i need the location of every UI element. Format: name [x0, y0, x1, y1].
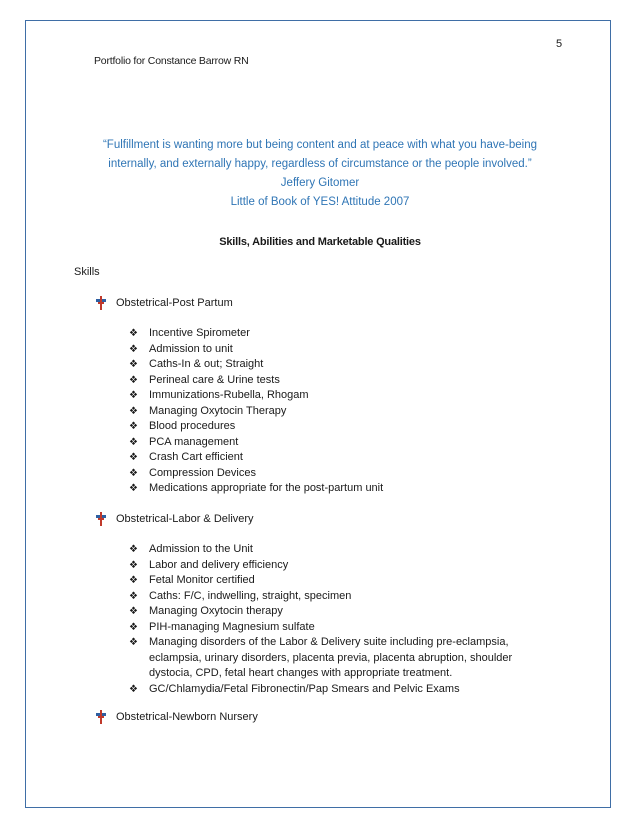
header-title: Portfolio for Constance Barrow RN: [94, 55, 249, 67]
diamond-bullet-icon: ❖: [129, 683, 138, 695]
diamond-bullet-icon: ❖: [129, 436, 138, 448]
diamond-bullet-icon: ❖: [129, 452, 138, 463]
pushpin-icon: [94, 710, 110, 724]
category-title: Obstetrical-Labor & Delivery: [116, 513, 254, 525]
category-title: Obstetrical-Post Partum: [116, 297, 233, 309]
list-item: ❖ Caths-In & out; Straight: [128, 357, 548, 373]
skills-label: Skills: [74, 266, 100, 278]
list-item: ❖ GC/Chlamydia/Fetal Fibronectin/Pap Smears and Pelvic Exams: [128, 682, 548, 698]
list-item: ❖ Managing Oxytocin Therapy: [128, 404, 548, 420]
diamond-bullet-icon: ❖: [129, 343, 138, 355]
diamond-bullet-icon: ❖: [129, 544, 138, 555]
section-heading: Skills, Abilities and Marketable Qualities: [219, 236, 421, 248]
diamond-bullet-icon: ❖: [129, 483, 138, 494]
list-item: ❖ PIH-managing Magnesium sulfate: [128, 620, 548, 636]
quote-author: Jeffery Gitomer: [280, 177, 360, 189]
list-item: ❖ Caths: F/C, indwelling, straight, specimen: [128, 589, 548, 605]
diamond-bullet-icon: ❖: [129, 390, 138, 401]
pushpin-icon: [94, 296, 110, 310]
post-partum-list: [128, 326, 548, 497]
quote-line-1: “Fulfillment is wanting more but being content and at peace with what you have-being: [102, 139, 538, 151]
list-item: ❖ Medications appropriate for the post-partum unit: [128, 481, 548, 497]
diamond-bullet-icon: ❖: [129, 637, 138, 648]
page-number: 5: [556, 38, 563, 50]
list-item: ❖ Incentive Spirometer: [128, 326, 548, 342]
list-item: ❖ Perineal care & Urine tests: [128, 373, 548, 389]
list-item: ❖ Fetal Monitor certified: [128, 573, 548, 589]
list-item: ❖ Crash Cart efficient: [128, 450, 548, 466]
list-item: ❖ Managing disorders of the Labor & Delivery suite including pre-eclampsia, eclampsia, urinary disorders, placenta previa, placenta abruption, shoulder dystocia, CPD, fetal heart changes with appropriate treatment.: [129, 636, 513, 679]
list-item: ❖ Labor and delivery efficiency: [128, 558, 548, 574]
diamond-bullet-icon: ❖: [129, 467, 138, 479]
diamond-bullet-icon: ❖: [129, 590, 138, 602]
category-post-partum: [94, 296, 233, 310]
labor-delivery-list: [128, 542, 548, 697]
diamond-bullet-icon: ❖: [129, 421, 138, 432]
diamond-bullet-icon: ❖: [129, 328, 138, 339]
quote-source: Little of Book of YES! Attitude 2007: [230, 196, 410, 208]
list-item: ❖ Managing Oxytocin therapy: [128, 604, 548, 620]
list-item: ❖ Compression Devices: [128, 466, 548, 482]
category-newborn-nursery: [94, 710, 258, 724]
list-item: ❖ Admission to unit: [128, 342, 548, 358]
category-labor-delivery: [94, 512, 254, 526]
diamond-bullet-icon: ❖: [129, 374, 138, 386]
list-item: ❖ Immunizations-Rubella, Rhogam: [128, 388, 548, 404]
diamond-bullet-icon: ❖: [129, 359, 138, 370]
list-item: ❖ Blood procedures: [128, 419, 548, 435]
list-item: ❖ Admission to the Unit: [128, 542, 548, 558]
list-item: ❖ PCA management: [128, 435, 548, 451]
quote-line-2: internally, and externally happy, regardless of circumstance or the people involved.”: [108, 158, 532, 170]
diamond-bullet-icon: ❖: [129, 559, 138, 571]
diamond-bullet-icon: ❖: [129, 405, 138, 417]
diamond-bullet-icon: ❖: [129, 621, 138, 633]
pushpin-icon: [94, 512, 110, 526]
diamond-bullet-icon: ❖: [129, 606, 138, 617]
diamond-bullet-icon: ❖: [129, 575, 138, 586]
quote-block: [60, 136, 580, 212]
category-title: Obstetrical-Newborn Nursery: [116, 711, 258, 723]
